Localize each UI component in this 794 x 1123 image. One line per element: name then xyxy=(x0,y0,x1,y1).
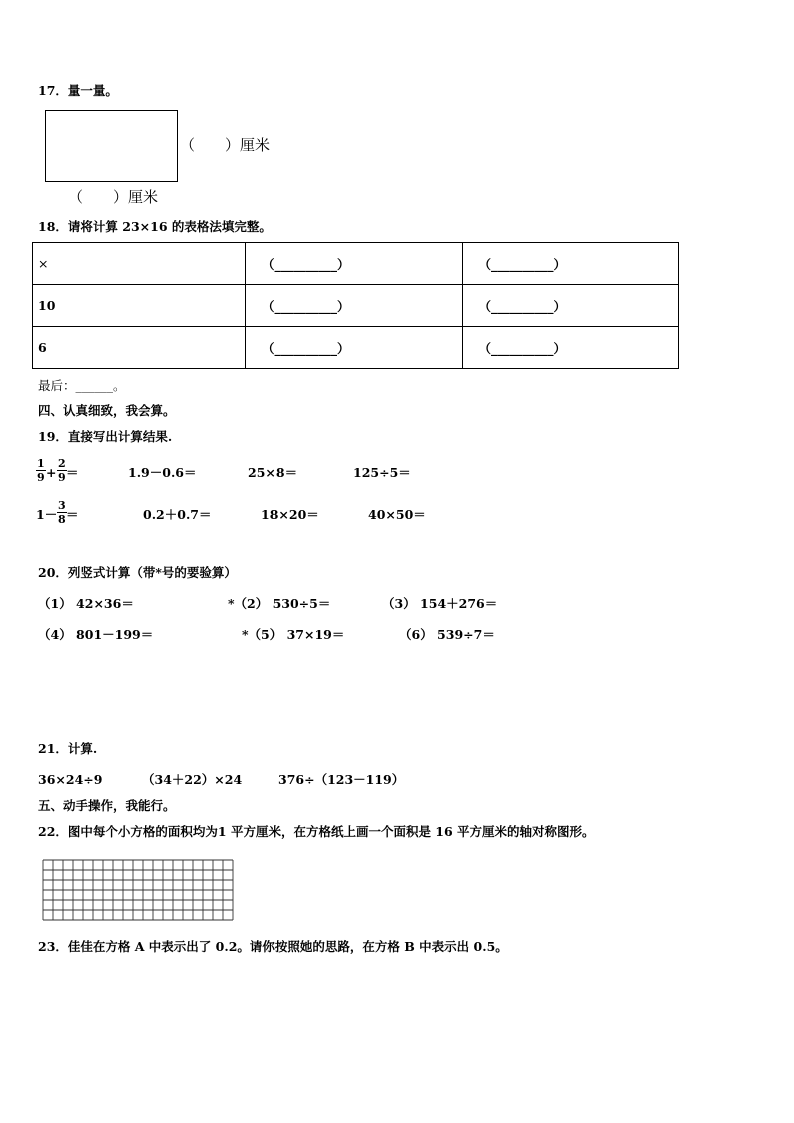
q20-item: *（2） 530÷5＝ xyxy=(228,596,331,611)
q19-item: 18×20＝ xyxy=(261,507,319,522)
q19-item: 25×8＝ xyxy=(248,465,298,480)
denominator: 9 xyxy=(58,471,66,484)
row-head: 6 xyxy=(33,327,246,369)
numerator: 3 xyxy=(58,499,66,512)
q19-item: 0.2＋0.7＝ xyxy=(143,507,212,522)
q21-item: （34＋22）×24 xyxy=(142,772,243,787)
multiplication-table xyxy=(32,242,679,369)
answer-blank[interactable]: （__________） xyxy=(462,243,679,285)
q20-item: *（5） 37×19＝ xyxy=(242,627,345,642)
q17-title: 17．量一量。 xyxy=(38,83,118,98)
q17-bottom-answer: （ ）厘米 xyxy=(68,188,159,206)
table-row xyxy=(33,285,679,327)
denominator: 9 xyxy=(37,471,45,484)
equals-sign: ＝ xyxy=(66,465,79,480)
table-row xyxy=(33,327,679,369)
q18-final: 最后：______。 xyxy=(38,378,126,393)
table-row xyxy=(33,243,679,285)
fraction-one-ninth xyxy=(36,458,46,483)
q20-item: （4） 801－199＝ xyxy=(38,627,154,642)
section-four-heading: 四、认真细致，我会算。 xyxy=(38,403,176,418)
q21-item: 376÷（123－119） xyxy=(278,772,405,787)
answer-blank[interactable]: （__________） xyxy=(246,327,463,369)
q19-item: 40×50＝ xyxy=(368,507,426,522)
answer-blank[interactable]: （__________） xyxy=(462,285,679,327)
square-grid-paper[interactable] xyxy=(42,859,238,922)
one-minus: 1－ xyxy=(36,507,58,522)
answer-blank[interactable]: （__________） xyxy=(246,285,463,327)
numerator: 1 xyxy=(37,457,45,470)
q19-title: 19．直接写出计算结果. xyxy=(38,429,173,444)
answer-blank[interactable]: （__________） xyxy=(246,243,463,285)
plus-sign: + xyxy=(46,465,57,480)
q21-title: 21．计算. xyxy=(38,741,98,756)
q22-title: 22．图中每个小方格的面积均为1 平方厘米，在方格纸上画一个面积是 16 平方厘米的轴对称图形。 xyxy=(38,824,595,839)
q21-item: 36×24÷9 xyxy=(38,772,103,787)
q20-item: （1） 42×36＝ xyxy=(38,596,134,611)
numerator: 2 xyxy=(58,457,66,470)
measure-rectangle xyxy=(45,110,178,182)
q23-title: 23．佳佳在方格 A 中表示出了 0.2。请你按照她的思路，在方格 B 中表示出 0.5。 xyxy=(38,939,508,954)
denominator: 8 xyxy=(58,513,66,526)
row-head: × xyxy=(33,243,246,285)
section-five-heading: 五、动手操作，我能行。 xyxy=(38,798,176,813)
q17-right-answer: （ ）厘米 xyxy=(180,136,271,154)
equals-sign: ＝ xyxy=(66,507,79,522)
q18-title: 18．请将计算 23×16 的表格法填完整。 xyxy=(38,219,272,234)
row-head: 10 xyxy=(33,285,246,327)
answer-blank[interactable]: （__________） xyxy=(462,327,679,369)
q19-item: 1.9－0.6＝ xyxy=(128,465,197,480)
q19-item: 125÷5＝ xyxy=(353,465,411,480)
q20-title: 20．列竖式计算（带*号的要验算） xyxy=(38,565,237,580)
q20-item: （3） 154＋276＝ xyxy=(382,596,498,611)
q20-item: （6） 539÷7＝ xyxy=(399,627,495,642)
